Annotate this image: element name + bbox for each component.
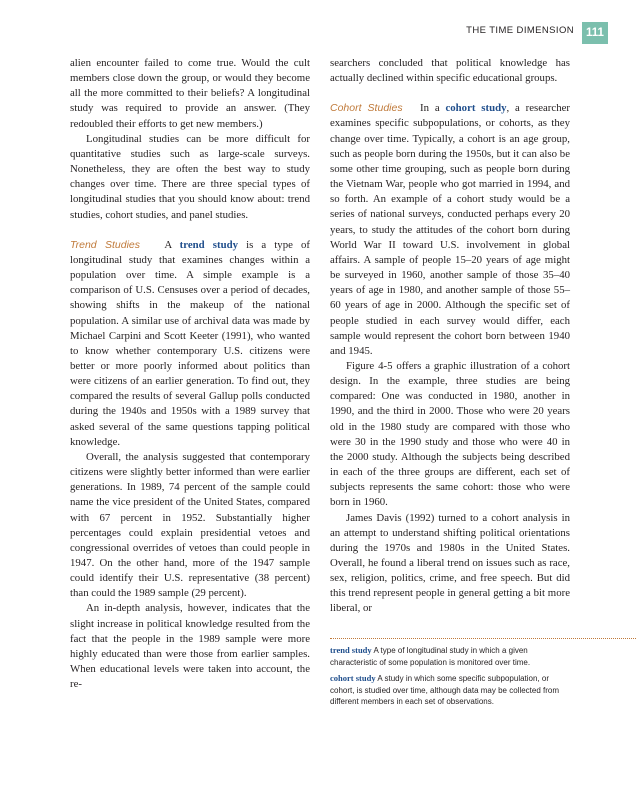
paragraph: Longitudinal studies can be more difficult for quantitative studies such as large-scale surveys. Nonetheless, they are often the best way to study changes over time. There are three special types of longitudinal studies that you should know about: trend studies, cohort studies, and panel studies. [70, 132, 310, 221]
cohort-studies-paragraph [330, 101, 570, 359]
paragraph-text: , a researcher examines specific subpopulations, or cohorts, as they change over time. Typically, a cohort is an age group, such as people born during the 1950s, but it can also be some other time grouping, such as people born during the Vietnam War, people who got married in 1994, and so forth. An example of a cohort study would be a series of national surveys, conducted perhaps every 20 years, to study the attitudes of the cohort born during World War II toward U.S. involvement in global affairs. A sample of people 15–20 years of age might be surveyed in 1960, another sample of those 35–40 years of age in 1980, and another sample of those 55–60 years of age in 2000. Although the specific set of people studied in each survey would differ, each sample would represent the cohort born between 1940 and 1945. [330, 102, 570, 357]
glossary-definition: A type of longitudinal study in which a given characteristic of some population is monitored over time. [330, 646, 531, 667]
section-subhead: Trend Studies [70, 238, 141, 251]
glossary-definition: A study in which some specific subpopulation, or cohort, is studied over time, although data may be collected from different members in each set of observations. [330, 674, 560, 706]
paragraph: alien encounter failed to come true. Would the cult members close down the group, or would they become all the more committed to their beliefs? A longitudinal study was required to provide an answer. (They redoubled their efforts to get new members.) [70, 57, 310, 130]
paragraph-lead: A [164, 238, 180, 251]
running-header [0, 18, 636, 44]
paragraph: searchers concluded that political knowledge has actually declined within specific educational groups. [330, 57, 570, 85]
paragraph: An in-depth analysis, however, indicates that the slight increase in political knowledge resulted from the fact that the people in the 1989 sample were more highly educated than were those from earlier samples. When educational levels were taken into account, the re- [70, 602, 310, 691]
key-term: trend study [179, 238, 238, 251]
paragraph-text: is a type of longitudinal study that examines changes within a population over time. A simple example is a comparison of U.S. Censuses over a period of decades, showing shifts in the makeup of the national population. A similar use of archival data was made by Michael Carpini and Scott Keeter (1991), who wanted to know whether contemporary U.S. citizens were better or more poorly informed about politics than were citizens of an earlier generation. To find out, they compared the results of several Gallup polls conducted during the 1940s and 1950s with a 1989 survey that asked several of the same questions tapping political knowledge. [70, 238, 311, 448]
paragraph: Overall, the analysis suggested that contemporary citizens were slightly better informed than were earlier generations. In 1989, 74 percent of the sample could name the vice president of the United States, compared with 67 percent in 1952. Substantially higher percentages could explain presidential vetoes and congressional overrides of vetoes than could people in 1947. On the other hand, more of the 1947 sample could identify their U.S. representative (38 percent) than could the 1989 sample (29 percent). [70, 450, 310, 600]
section-subhead: Cohort Studies [330, 102, 403, 115]
glossary-box [330, 638, 636, 713]
page-number: 111 [582, 22, 608, 44]
glossary-term: cohort study [330, 673, 376, 683]
running-title: THE TIME DIMENSION [466, 25, 574, 36]
glossary-entry [330, 673, 570, 708]
trend-studies-paragraph [70, 238, 310, 450]
paragraph: James Davis (1992) turned to a cohort analysis in an attempt to understand shifting political orientations during the 1970s and 1980s in the United States. Overall, he found a liberal trend on issues such as race, sex, religion, politics, crime, and free speech. But did this trend represent people in general getting a bit more liberal, or [330, 511, 570, 615]
paragraph: Figure 4-5 offers a graphic illustration of a cohort design. In the example, three studies are being compared: One was conducted in 1980, another in 1990, and the third in 2000. Those who were 20 years old in the 1980 study are compared with those who were 30 in the 1990 study and those who were 40 in the 2000 study. Although the subjects being described in each of the three groups are different, each set of subjects represents the same cohort: those who were born in 1960. [330, 359, 570, 509]
glossary-entry [330, 645, 570, 668]
glossary-term: trend study [330, 645, 372, 655]
paragraph-lead: In a [420, 102, 446, 115]
right-column [330, 56, 570, 617]
key-term: cohort study [445, 102, 507, 115]
left-column [70, 56, 310, 692]
